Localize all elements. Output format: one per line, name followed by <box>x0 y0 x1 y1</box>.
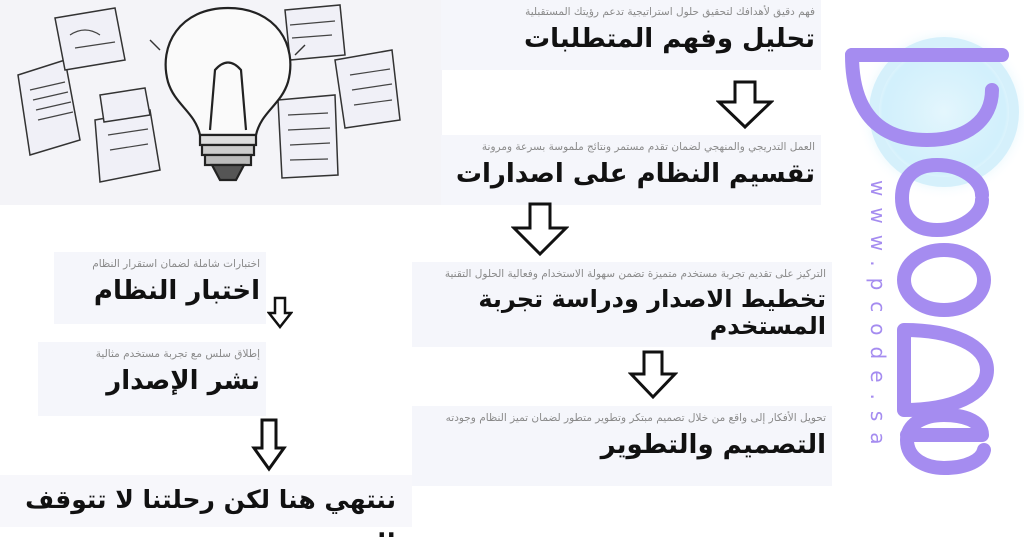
logo-website: www.pcode.sa <box>866 180 890 456</box>
step-card-testing <box>54 252 266 324</box>
step-description: اختبارات شاملة لضمان استقرار النظام <box>92 258 260 270</box>
step-description: فهم دقيق لأهدافك لتحقيق حلول استراتيجية تدعم رؤيتك المستقبلية <box>525 6 815 18</box>
down-arrow-icon <box>511 202 569 257</box>
step-title: التصميم والتطوير <box>600 430 826 460</box>
step-title: نشر الإصدار <box>106 366 260 396</box>
down-arrow-icon <box>628 350 678 400</box>
step-card-release-planning <box>412 262 832 347</box>
down-arrow-icon <box>251 418 287 472</box>
step-title: تقسيم النظام على اصدارات <box>455 159 815 189</box>
down-arrow-icon <box>267 296 293 330</box>
step-card-design-development <box>412 406 832 486</box>
pcode-logo <box>832 30 1024 500</box>
step-description: التركيز على تقديم تجربة مستخدم متميزة تضمن سهولة الاستخدام وفعالية الحلول التقنية <box>444 268 826 280</box>
step-description: العمل التدريجي والمنهجي لضمان تقدم مستمر ونتائج ملموسة بسرعة ومرونة <box>481 141 815 153</box>
step-card-deployment <box>38 342 266 416</box>
step-title: تحليل وفهم المتطلبات <box>524 24 815 54</box>
down-arrow-icon <box>716 80 774 130</box>
step-card-requirements <box>441 0 821 70</box>
step-title: اختبار النظام <box>93 276 260 306</box>
step-title: تخطيط الاصدار ودراسة تجربة المستخدم <box>478 285 826 340</box>
lightbulb-sketch-illustration <box>0 0 442 205</box>
step-description: إطلاق سلس مع تجربة مستخدم مثالية <box>95 348 260 360</box>
step-description: تحويل الأفكار إلى واقع من خلال تصميم مبتكر وتطوير متطور لضمان تميز النظام وجودته <box>445 412 826 424</box>
step-card-release-split <box>441 135 821 205</box>
closing-message: ننتهي هنا لكن رحلتنا لا تتوقف .. <box>0 475 412 527</box>
